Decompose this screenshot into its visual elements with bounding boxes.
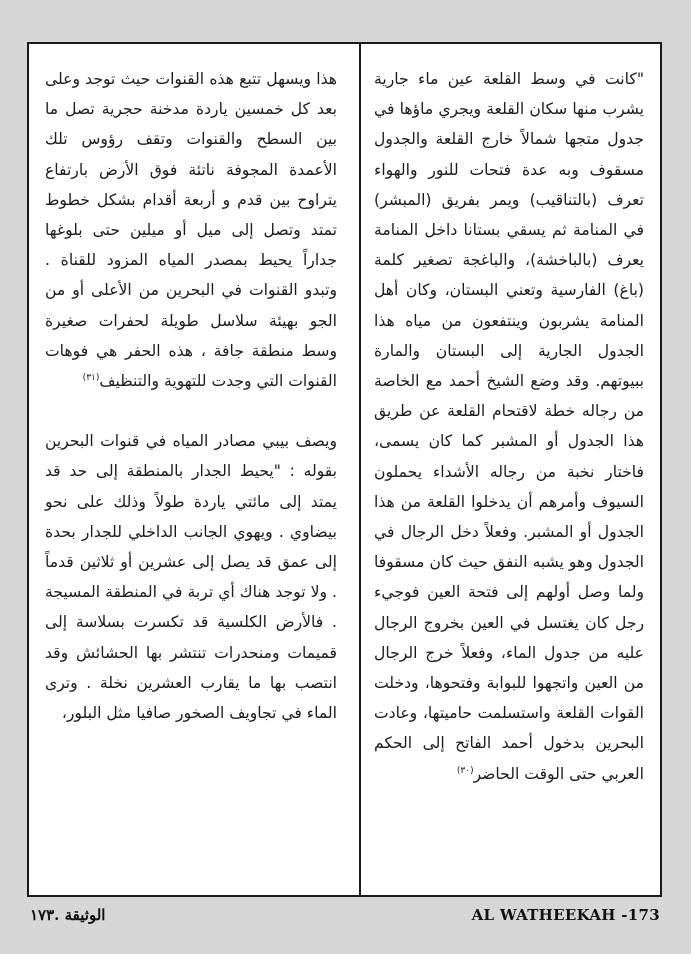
column-divider (359, 44, 361, 895)
left-column (45, 64, 337, 728)
right-column-paragraph: "كانت في وسط القلعة عين ماء جارية يشرب منها سكان القلعة ويجري ماؤها في جدول متجها شمالاً خارج القلعة والجدول مسقوف وبه عدة فتحات للنور والهواء تعرف (بالتناقيب) ويمر بفريق (المبشر) في المنامة ثم يسقي بستانا داخل المنامة يعرف (بالباخشة)، والباغجة تصغير كلمة (باغ) الفارسية وتعني البستان، وكان أهل المنامة يشربون وينتفعون من مياه هذا الجدول الجارية إلى البستان والمارة ببيوتهم. وقد وضع الشيخ أحمد مع الخاصة من رجاله خطة لاقتحام القلعة عن طريق هذا الجدول أو المشبر كما كان يسمى، فاختار نخبة من رجاله الأشداء يحملون السيوف وأمرهم أن يدخلوا القلعة من هذا الجدول أو المشبر. وفعلاً دخل الرجال في الجدول وهو يشبه النفق حيث كان مسقوفا ولما وصل أولهم إلى فتحة العين فوجيء رجل كان يغتسل في العين بخروج الرجال عليه من جدول الماء، وفعلاً خرج الرجال من العين واتجهوا للبوابة وفتحوها، ودخلت القوات القلعة واستسلمت حاميتها، وعادت البحرين بدخول أحمد الفاتح إلى الحكم العربي حتى الوقت الحاضر$^{(٣٠)}$ (374, 70, 644, 783)
footnote-marker: (٣٠) (456, 765, 474, 776)
right-column (374, 64, 644, 789)
english-page-number: AL WATHEEKAH -173 (471, 906, 660, 924)
arabic-page-number: الوثيقة .١٧٣ (30, 906, 106, 924)
left-column-paragraph-1: هذا ويسهل تتبع هذه القنوات حيث توجد وعلى بعد كل خمسين ياردة مدخنة حجرية تصل ما بين السطح والقنوات وتقف رؤوس تلك الأعمدة المجوفة ناتئة فوق الأرض بارتفاع يتراوح بين قدم و أربعة أقدام بشكل خطوط تمتد وتصل إلى ميل أو ميلين حتى بلوغها جداراً يحيط بمصدر المياه المزود للقناة . وتبدو القنوات في البحرين من الأعلى أو من الجو بهيئة سلاسل طويلة لحفرات صغيرة وسط منطقة جافة ، هذه الحفر هي فوهات القنوات التي وجدت للتهوية والتنظيف$^{(٣١)}$ (45, 70, 337, 391)
page-frame (27, 42, 662, 897)
footnote-marker: (٣١) (82, 372, 100, 383)
left-column-paragraph-2: ويصف بيبي مصادر المياه في قنوات البحرين بقوله : "يحيط الجدار بالمنطقة إلى حد قد يمتد إلى مائتي ياردة طولاً وذلك على نحو بيضاوي . ويهوي الجانب الداخلي للجدار بحدة إلى عمق قد يصل إلى عشرين أو ثلاثين قدماً . ولا توجد هناك أي تربة في المنطقة المسيجة . فالأرض الكلسية قد تكسرت بسلاسة إلى قميمات ومنحدرات تنتشر بها الحشائش وقد انتصب بها ما يقارب العشرين نخلة . وترى الماء في تجاويف الصخور صافيا مثل البلور، (45, 432, 337, 723)
